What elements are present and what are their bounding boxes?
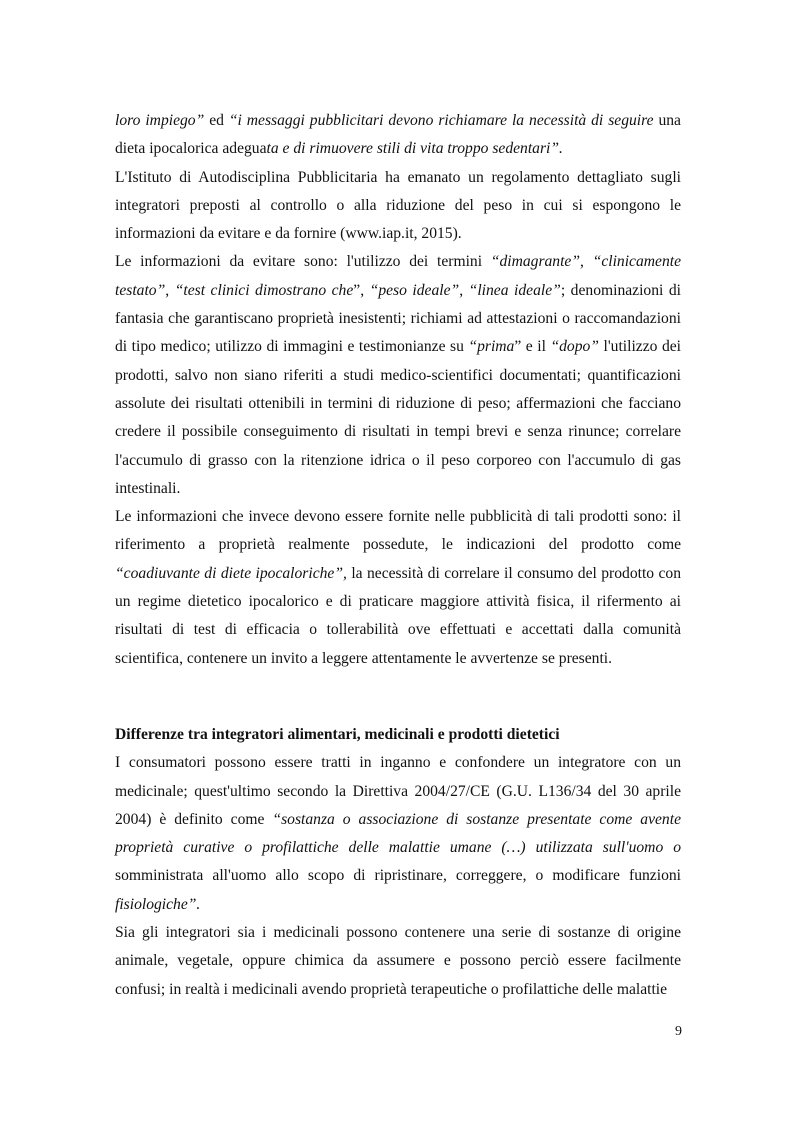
italic-text-run: “dopo” (550, 338, 599, 356)
text-run: , (459, 281, 469, 299)
text-run: somministrata all'uomo allo scopo di ripristinare, correggere, o modificare funzioni (115, 867, 681, 885)
paragraph-information-to-avoid (115, 248, 681, 503)
italic-text-run: fisiologiche”. (115, 895, 201, 913)
section-heading: Differenze tra integratori alimentari, medicinali e prodotti dietetici (115, 725, 560, 743)
text-run: Le informazioni che invece devono essere fornite nelle pubblicità di tali prodotti sono: il riferimento a proprietà realmente possedute, le indicazioni del prodotto come (115, 508, 681, 554)
paragraph-medicinal-definition (115, 749, 681, 919)
italic-text-run: “i messaggi pubblicitari devono richiamare la necessità di seguire (228, 112, 654, 129)
text-run: ed (204, 112, 229, 129)
paragraph-supplements-vs-medicinals (115, 919, 681, 1004)
page-number: 9 (675, 1024, 682, 1039)
paragraph-iap-regulation (115, 164, 681, 249)
text-run: Le informazioni da evitare sono: l'utilizzo dei termini (115, 253, 491, 271)
italic-text-run: “sostanza o associazione di sostanze presentate come avente proprietà curative o profilattiche delle malattie umane (…) utilizzata sull'uomo o (115, 810, 681, 857)
italic-text-run: “dimagrante” (490, 253, 581, 271)
section-spacer (115, 673, 681, 721)
paragraph-information-to-provide (115, 503, 681, 673)
italic-text-run: loro impiego” (115, 112, 205, 129)
text-run: L'Istituto di Autodisciplina Pubblicitaria ha emanato un regolamento dettagliato sugli integratori preposti al controllo o alla riduzione del peso in cui si espongono le informazioni da evitare e da fornire (www.iap.it, 2015). (115, 168, 681, 243)
text-run: una dieta ipocalorica adegua (115, 112, 681, 158)
text-run: ” e il (514, 338, 551, 356)
text-run: ; denominazioni di fantasia che garantiscano proprietà inesistenti; richiami ad attestazioni o raccomandazioni di tipo medico; utilizzo di immagini e testimonianze su (115, 281, 682, 356)
text-run: l'utilizzo dei prodotti, salvo non siano riferiti a studi medico-scientifici documentati; quantificazioni assolute dei risultati ottenibili in termini di riduzione di peso; affermazioni che facciano credere il possibile conseguimento di risultati in tempi brevi e senza rinunce; correlare l'accumulo di grasso con la ritenzione idrica o il peso corporeo con l'accumulo di gas intestinali. (115, 338, 681, 497)
italic-text-run: “coadiuvante di diete ipocaloriche”, (115, 564, 347, 582)
italic-text-run: ta e di rimuovere stili di vita troppo sedentari”. (266, 140, 563, 158)
italic-text-run: “test clinici dimostrano che (174, 281, 354, 299)
text-run: , (580, 253, 593, 271)
document-page (115, 107, 681, 1004)
text-run: ”, (353, 281, 370, 299)
text-run: la necessità di correlare il consumo del prodotto con un regime dietetico ipocalorico e di praticare maggiore attività fisica, il rifermento ai risultati di test di efficacia o tollerabilità ove effettuati e accettati dalla comunità scientifica, contenere un invito a leggere attentamente le avvertenze se presenti. (115, 564, 681, 667)
paragraph-advertising-claims (115, 107, 681, 164)
italic-text-run: “prima (468, 338, 515, 356)
text-run: I consumatori possono essere tratti in inganno e confondere un integratore con un medicinale; quest'ultimo secondo la Direttiva 2004/27/CE (G.U. L136/34 del 30 aprile 2004) è definito come (115, 754, 681, 828)
italic-text-run: “linea ideale” (468, 281, 561, 299)
italic-text-run: “peso ideale” (369, 281, 460, 299)
text-run: , (165, 281, 175, 299)
italic-text-run: “clinicamente testato” (115, 253, 682, 299)
text-run: Sia gli integratori sia i medicinali possono contenere una serie di sostanze di origine animale, vegetale, oppure chimica da assumere e possono perciò essere facilmente confusi; in realtà i medicinali avendo proprietà terapeutiche o profilattiche delle malattie (115, 924, 681, 998)
